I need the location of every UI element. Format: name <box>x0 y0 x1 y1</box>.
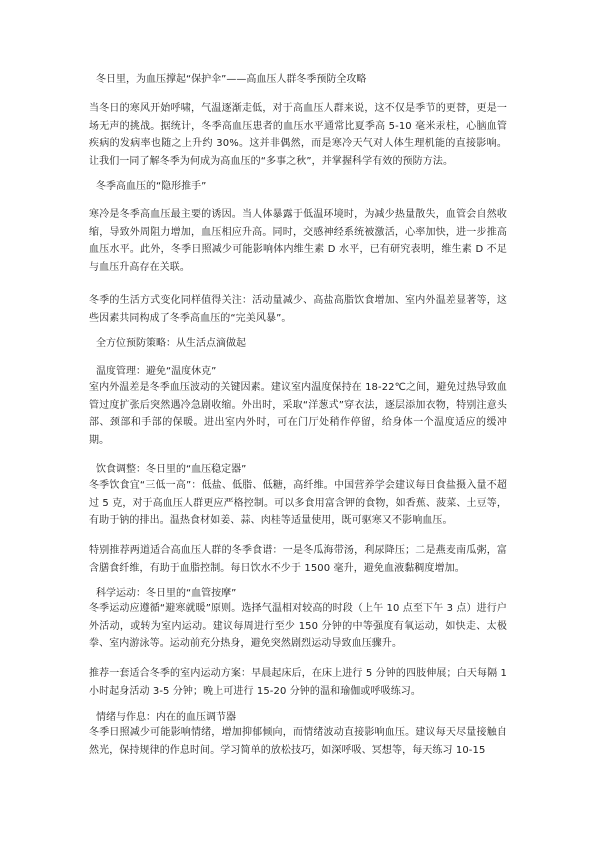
causes-paragraph-2: 冬季的生活方式变化同样值得关注：活动量减少、高盐高脂饮食增加、室内外温差显著等，这些因素共同构成了冬季高血压的“完美风暴”。 <box>89 295 507 324</box>
temperature-paragraph: 室内外温差是冬季血压波动的关键因素。建议室内温度保持在 18-22℃之间，避免过热导致血管过度扩张后突然遇冷急剧收缩。外出时，采取“洋葱式”穿衣法，逐层添加衣物，特别注意头部、颈部和手部的保暖。进出室内外时，可在门厅处稍作停留，给身体一个温度适应的缓冲期。 <box>89 382 507 446</box>
article-title: 冬日里，为血压撑起“保护伞”——高血压人群冬季预防全攻略 <box>96 74 367 85</box>
section-heading-prevention: 全方位预防策略：从生活点滴做起 <box>96 338 246 349</box>
mood-paragraph: 冬季日照减少可能影响情绪，增加抑郁倾向，而情绪波动直接影响血压。建议每天尽量接触自然光，保持规律的作息时间。学习简单的放松技巧，如深呼吸、冥想等，每天练习 10-15 <box>89 727 507 756</box>
intro-paragraph: 当冬日的寒风开始呼啸，气温逐渐走低，对于高血压人群来说，这不仅是季节的更替，更是一场无声的挑战。据统计，冬季高血压患者的血压水平通常比夏季高 5-10 毫米汞柱，心脑血管疾病的发病率也随之上升约 30%。这并非偶然，而是寒冷天气对人体生理机能的直接影响。让我们一同了解冬季为何成为高血压的“多事之秋”，并掌握科学有效的预防方法。 <box>89 103 507 167</box>
exercise-paragraph-2: 推荐一套适合冬季的室内运动方案：早晨起床后，在床上进行 5 分钟的四肢伸展；白天每隔 1 小时起身活动 3-5 分钟；晚上可进行 15-20 分钟的温和瑜伽或呼吸练习。 <box>89 668 507 697</box>
section-heading-causes: 冬季高血压的“隐形推手” <box>96 181 207 192</box>
exercise-paragraph-1: 冬季运动应遵循“避寒就暖”原则。选择气温相对较高的时段（上午 10 点至下午 3 点）进行户外活动，或转为室内运动。建议每周进行至少 150 分钟的中等强度有氧运动，如快走、太极拳、室内游泳等。运动前充分热身，避免突然剧烈运动导致血压骤升。 <box>89 603 507 649</box>
diet-paragraph-2: 特别推荐两道适合高血压人群的冬季食谱：一是冬瓜海带汤，利尿降压；二是燕麦南瓜粥，富含膳食纤维，有助于血脂控制。每日饮水不少于 1500 毫升，避免血液黏稠度增加。 <box>89 545 507 574</box>
subheading-temperature: 温度管理：避免“温度休克” <box>96 366 217 377</box>
diet-paragraph-1: 冬季饮食宜“三低一高”：低盐、低脂、低糖，高纤维。中国营养学会建议每日食盐摄入量不超过 5 克，对于高血压人群更应严格控制。可以多食用富含钾的食物，如香蕉、菠菜、土豆等，有助于钠的排出。温热食材如姜、蒜、肉桂等适量使用，既可驱寒又不影响血压。 <box>89 480 507 526</box>
subheading-mood: 情绪与作息：内在的血压调节器 <box>96 712 236 723</box>
causes-paragraph-1: 寒冷是冬季高血压最主要的诱因。当人体暴露于低温环境时，为减少热量散失，血管会自然收缩，导致外周阻力增加，血压相应升高。同时，交感神经系统被激活，心率加快，进一步推高血压水平。此外，冬季日照减少可能影响体内维生素 D 水平，已有研究表明，维生素 D 不足与血压升高存在关联。 <box>89 209 507 273</box>
subheading-exercise: 科学运动：冬日里的“血管按摩” <box>96 588 237 599</box>
subheading-diet: 饮食调整：冬日里的“血压稳定器” <box>96 464 247 475</box>
